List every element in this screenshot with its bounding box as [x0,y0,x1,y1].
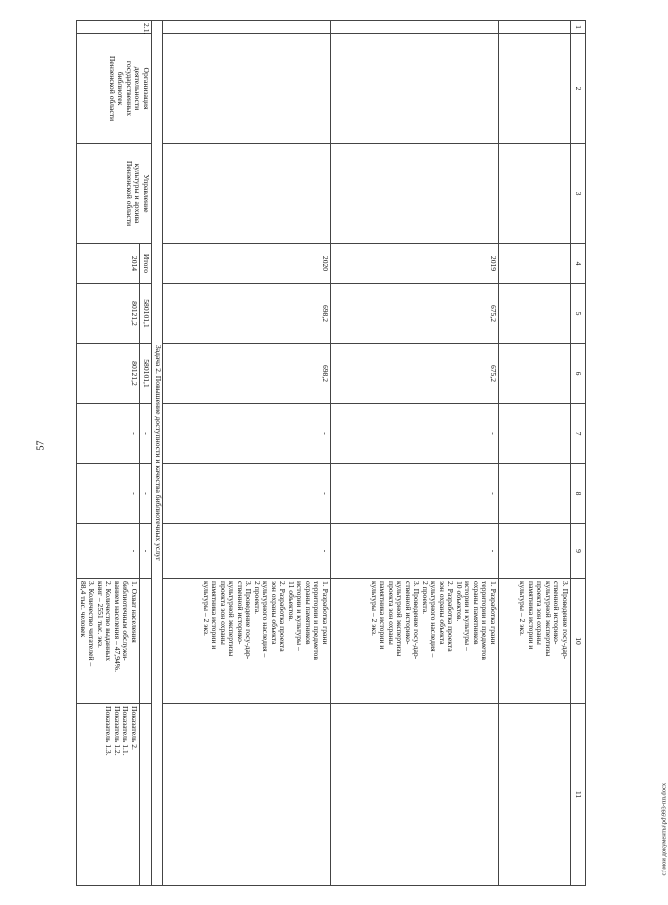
cell-result: 1. Разработка грани территории и предметов охраны памятников истории и культуры – 10 объектов. 2. Разработка проекта зон охраны объекта культурного наследия – 2 проекта. 3. Проведение госу-дар- ственной историко- культурной экспертизы проекта зон охраны памятника истории и культуры – 2 экз. [331,579,499,704]
table-row [499,21,571,886]
cell-num [163,21,331,34]
cell-indicator [140,704,152,886]
cell-federal: - [331,404,499,464]
cell-year: 2020 [163,244,331,284]
cell-result: 1. Охват населения библиотечным обслужи- ванием населения – 47,94%. 2. Количество выданных книг – 2551 тыс. экз. 3. Количество читателей – 88,4 тыс. человек [77,579,140,704]
cell-result: 1. Разработка грани территории и предметов охраны памятников истории и культуры – 11 объектов. 2. Разработка проекта зон охраны объекта культурного наследия – 2 проекта. 3. Проведение госу-дар- ственной историко- культурной экспертизы проекта зон охраны памятника истории и культуры – 2 экз. [163,579,331,704]
cell-local [499,464,571,524]
cell-regional: 580101,1 [140,344,152,404]
cell-federal [499,404,571,464]
cell-indicator [499,704,571,886]
cell-activity [499,34,571,144]
header-cell: 7 [571,404,586,464]
cell-year: 2019 [331,244,499,284]
cell-total: 675,2 [331,284,499,344]
cell-result: 3. Проведение госу-дар- ственной историко- культурной экспертизы проекта зон охраны памятника истории и культуры – 2 экз. [499,579,571,704]
cell-executor [331,144,499,244]
cell-other: - [163,524,331,579]
cell-federal: - [140,404,152,464]
cell-other: - [331,524,499,579]
cell-indicator [331,704,499,886]
header-row [571,21,586,886]
cell-total [499,284,571,344]
cell-indicator [163,704,331,886]
cell-federal: - [77,404,140,464]
cell-total: 80121,2 [77,284,140,344]
cell-executor [163,144,331,244]
cell-activity [331,34,499,144]
task-row [152,21,163,886]
cell-other [499,524,571,579]
header-cell: 1 [571,21,586,34]
header-cell: 4 [571,244,586,284]
cell-year [499,244,571,284]
cell-executor [499,144,571,244]
header-cell: 6 [571,344,586,404]
page-number: 57 [35,440,47,451]
cell-regional: 698,2 [163,344,331,404]
cell-executor: Управление культуры и архива Пензенской области [77,144,152,244]
header-cell: 10 [571,579,586,704]
cell-total: 580101,1 [140,284,152,344]
header-cell: 11 [571,704,586,886]
cell-indicator: Показатель 2. Показатель 1.1. Показатель 1.2. Показатель 1.3. [77,704,140,886]
header-cell: 9 [571,524,586,579]
cell-activity [163,34,331,144]
cell-other: - [140,524,152,579]
cell-num: 2.1. [77,21,152,34]
cell-local: - [77,464,140,524]
header-cell: 3 [571,144,586,244]
cell-regional: 675,2 [331,344,499,404]
cell-result [140,579,152,704]
budget-table [77,20,587,886]
rotated-table-container [64,20,586,885]
table-row [331,21,499,886]
task-heading: Задача 2. Повышение доступности и качества библиотечных услуг [152,21,163,886]
cell-regional [499,344,571,404]
cell-year: Итого [140,244,152,284]
cell-total: 698,2 [163,284,331,344]
header-cell: 8 [571,464,586,524]
file-path-footer: c:\мои документы\pd\993-пп.docx [660,782,668,876]
table-row [140,21,152,886]
cell-num [499,21,571,34]
cell-activity: Организация деятельности государственных библиотек Пензенской области [77,34,152,144]
cell-local: - [331,464,499,524]
cell-regional: 80121,2 [77,344,140,404]
header-cell: 5 [571,284,586,344]
cell-year: 2014 [77,244,140,284]
cell-other: - [77,524,140,579]
cell-local: - [163,464,331,524]
cell-federal: - [163,404,331,464]
cell-local: - [140,464,152,524]
cell-num [331,21,499,34]
header-cell: 2 [571,34,586,144]
table-row [163,21,331,886]
